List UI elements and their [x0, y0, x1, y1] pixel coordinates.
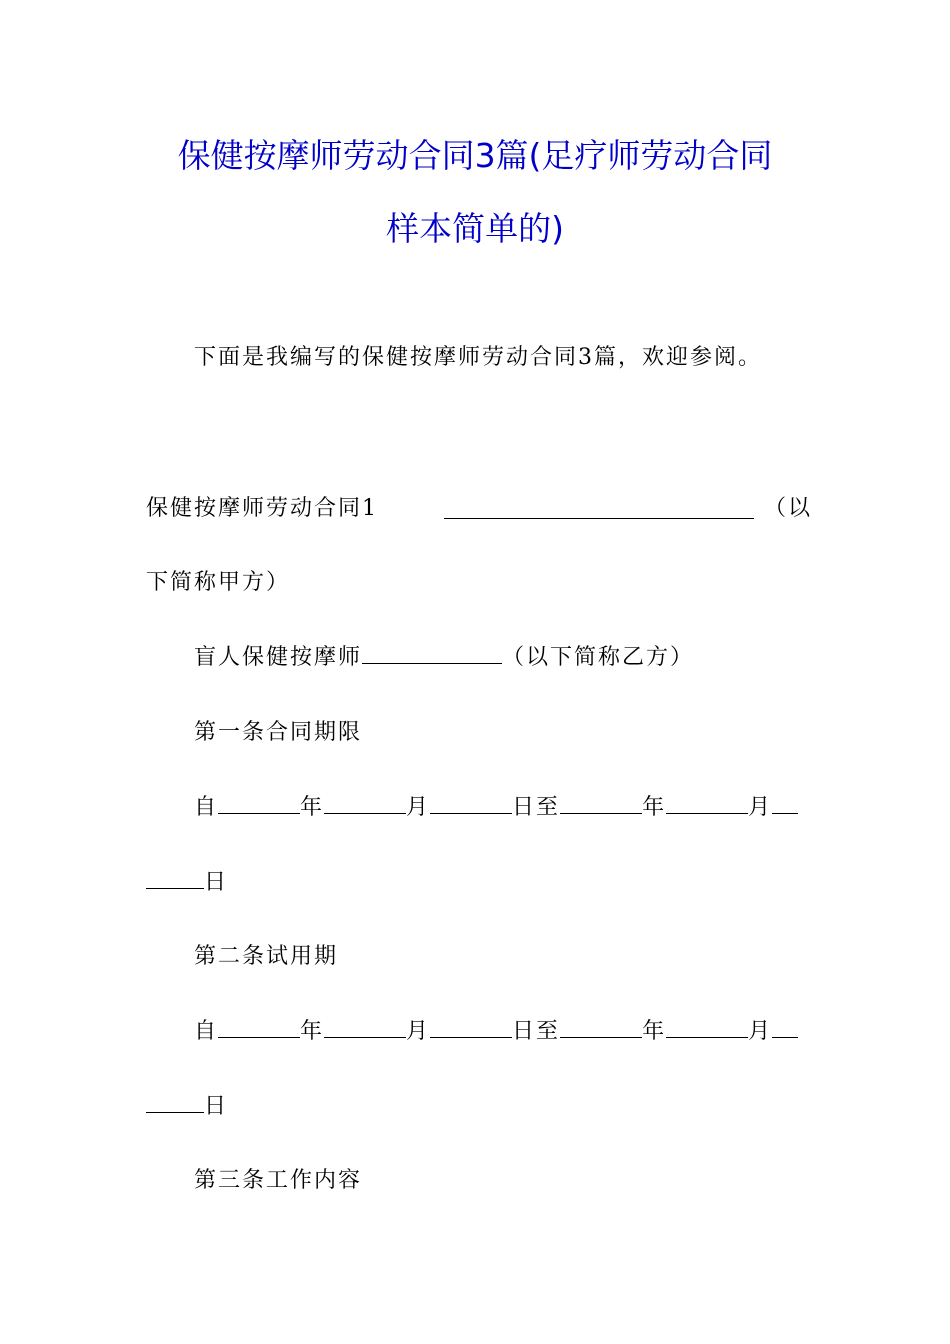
end-day-blank[interactable] [146, 1092, 204, 1113]
contract-heading: 保健按摩师劳动合同1 [146, 496, 378, 521]
day-to-label: 日至 [512, 1019, 561, 1044]
start-month-blank[interactable] [324, 793, 406, 814]
article-2-date-range [194, 1017, 814, 1047]
article-3-title: 第三条工作内容 [194, 1168, 363, 1193]
start-year-blank[interactable] [218, 1017, 300, 1038]
party-b-label: 盲人保健按摩师 [194, 645, 363, 670]
year-label: 年 [642, 1019, 667, 1044]
end-month-blank[interactable] [666, 793, 748, 814]
month-label: 月 [406, 795, 431, 820]
document-title-line-2: 样本简单的) [386, 209, 564, 248]
start-day-blank[interactable] [430, 1017, 512, 1038]
month-label: 月 [406, 1019, 431, 1044]
end-year-blank[interactable] [560, 793, 642, 814]
intro-paragraph: 下面是我编写的保健按摩师劳动合同3篇，欢迎参阅。 [194, 345, 762, 370]
party-a-suffix-continued: 下简称甲方） [146, 570, 291, 595]
party-b-suffix: （以下简称乙方） [502, 645, 695, 670]
party-a-blank[interactable] [444, 498, 754, 519]
day-to-label: 日至 [512, 795, 561, 820]
article-1-date-continued [146, 868, 228, 898]
start-day-blank[interactable] [430, 793, 512, 814]
day-label: 日 [204, 870, 229, 895]
month-label: 月 [748, 1019, 773, 1044]
date-from-label: 自 [194, 795, 219, 820]
start-year-blank[interactable] [218, 793, 300, 814]
article-1-title: 第一条合同期限 [194, 720, 363, 745]
end-year-blank[interactable] [560, 1017, 642, 1038]
end-day-blank-start[interactable] [772, 1017, 798, 1038]
party-b-line [194, 643, 694, 673]
end-month-blank[interactable] [666, 1017, 748, 1038]
day-label: 日 [204, 1094, 229, 1119]
month-label: 月 [748, 795, 773, 820]
end-day-blank-start[interactable] [772, 793, 798, 814]
start-month-blank[interactable] [324, 1017, 406, 1038]
year-label: 年 [642, 795, 667, 820]
article-2-date-continued [146, 1092, 228, 1122]
document-title-line-1: 保健按摩师劳动合同3篇(足疗师劳动合同 [177, 136, 773, 175]
end-day-blank[interactable] [146, 868, 204, 889]
article-2-title: 第二条试用期 [194, 944, 339, 969]
year-label: 年 [300, 795, 325, 820]
article-1-date-range [194, 793, 814, 823]
party-b-blank[interactable] [362, 643, 502, 664]
date-from-label: 自 [194, 1019, 219, 1044]
party-a-suffix: （以 [764, 496, 813, 521]
year-label: 年 [300, 1019, 325, 1044]
